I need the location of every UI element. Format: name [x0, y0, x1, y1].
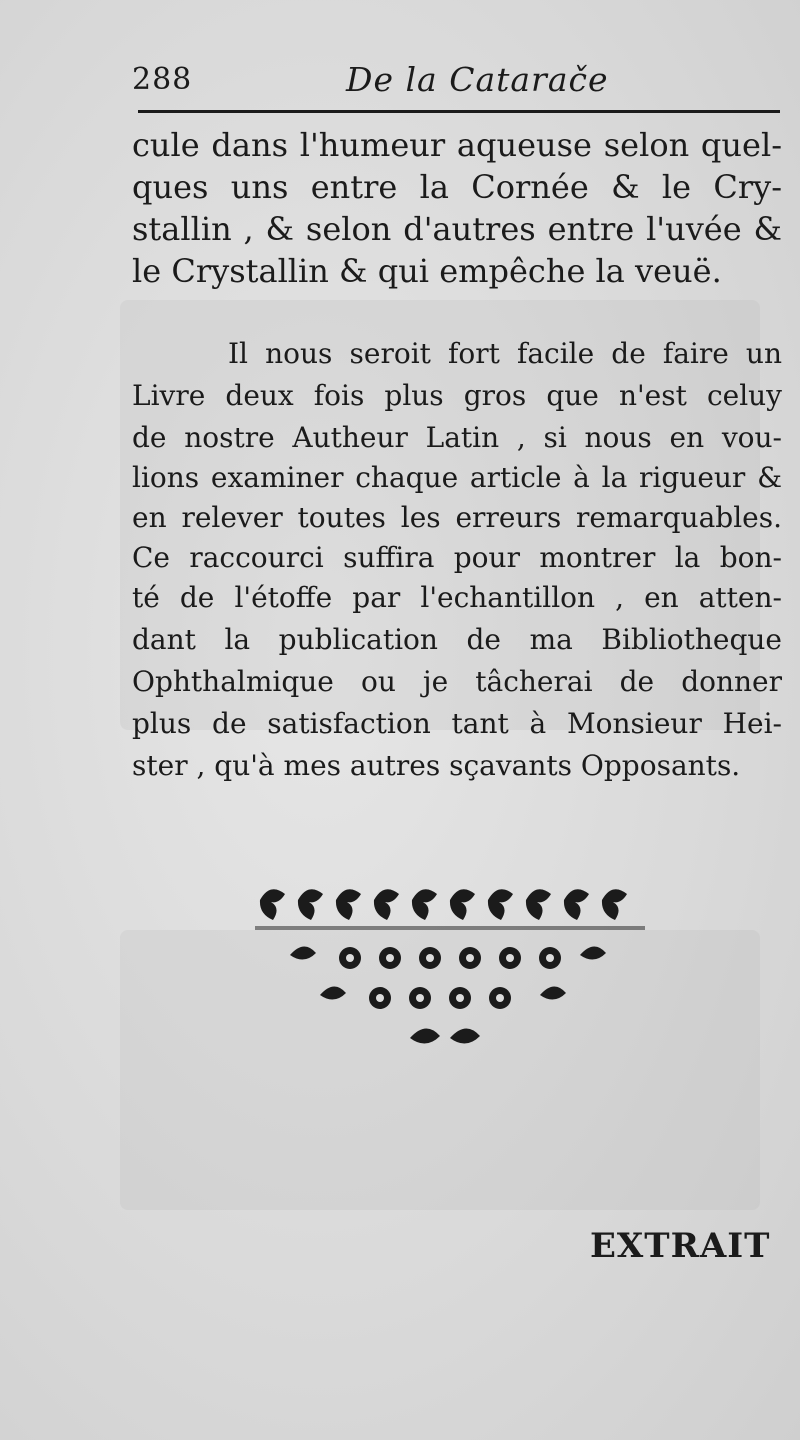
text-line: lions examiner chaque article à la rigueur & [132, 461, 782, 494]
text-line: Il nous seroit fort facile de faire un [228, 337, 782, 370]
text-line: té de l'étoffe par l'echantillon , en atten- [132, 581, 782, 614]
text-line: cule dans l'humeur aqueuse selon quel- [132, 126, 782, 164]
catchword: EXTRAIT [590, 1226, 771, 1266]
header-rule [138, 110, 780, 113]
text-line: stallin , & selon d'autres entre l'uvée & [132, 210, 782, 248]
text-line: ster , qu'à mes autres sçavants Opposants. [132, 749, 741, 782]
text-line: Livre deux fois plus gros que n'est celuy [132, 379, 782, 412]
fleuron-row-1 [255, 889, 645, 930]
text-line: Ce raccourci suffira pour montrer la bon- [132, 541, 782, 574]
page-number: 288 [132, 62, 193, 97]
page-header [132, 58, 777, 108]
text-line: ques uns entre la Cornée & le Cry- [132, 168, 782, 206]
text-line: de nostre Autheur Latin , si nous en vou- [132, 421, 782, 454]
printers-ornament [250, 880, 670, 1060]
text-line: plus de satisfaction tant à Monsieur Hei- [132, 707, 782, 740]
fleuron-row-4 [410, 1028, 480, 1043]
running-title: De la Catarače [346, 60, 609, 99]
text-line: en relever toutes les erreurs remarquables. [132, 501, 782, 534]
text-line: dant la publication de ma Bibliotheque [132, 623, 782, 656]
fleuron-row-3 [320, 986, 566, 1009]
text-line: le Crystallin & qui empêche la veuë. [132, 252, 722, 290]
text-line: Ophthalmique ou je tâcherai de donner [132, 665, 782, 698]
fleuron-row-2 [290, 946, 606, 969]
